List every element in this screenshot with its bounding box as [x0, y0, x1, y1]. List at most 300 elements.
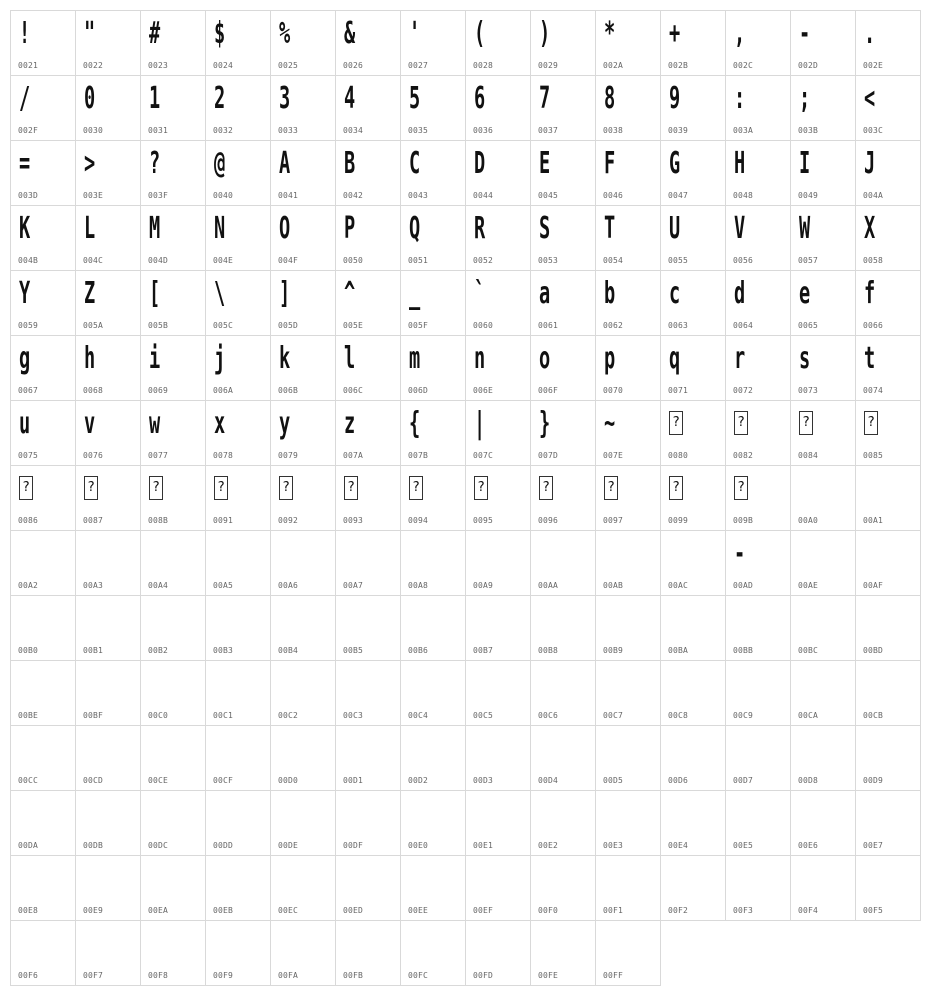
glyph-codepoint: 0027 — [408, 61, 429, 70]
glyph-sample: u — [19, 406, 31, 441]
glyph-sample: y — [279, 406, 291, 441]
glyph-cell — [595, 10, 661, 76]
glyph-codepoint: 00C2 — [278, 711, 299, 720]
glyph-codepoint: 00B3 — [213, 646, 234, 655]
glyph-sample: < — [864, 81, 876, 116]
glyph-cell — [10, 205, 76, 271]
glyph-sample: F — [604, 146, 616, 181]
glyph-cell — [465, 660, 531, 726]
glyph-codepoint: 002E — [863, 61, 884, 70]
glyph-cell — [140, 595, 206, 661]
glyph-cell — [530, 75, 596, 141]
glyph-codepoint: 006F — [538, 386, 559, 395]
glyph-codepoint: 0066 — [863, 321, 884, 330]
glyph-codepoint: 00C1 — [213, 711, 234, 720]
glyph-cell — [855, 660, 921, 726]
glyph-sample: d — [734, 276, 746, 311]
glyph-sample: m — [409, 341, 421, 376]
glyph-codepoint: 00F7 — [83, 971, 104, 980]
glyph-sample: w — [149, 406, 161, 441]
glyph-codepoint: 0091 — [213, 516, 234, 525]
glyph-codepoint: 00F8 — [148, 971, 169, 980]
glyph-cell — [75, 10, 141, 76]
glyph-cell — [530, 465, 596, 531]
glyph-codepoint: 00C8 — [668, 711, 689, 720]
glyph-sample: c — [669, 276, 681, 311]
glyph-codepoint: 00FA — [278, 971, 299, 980]
glyph-cell — [140, 335, 206, 401]
glyph-cell — [140, 75, 206, 141]
glyph-codepoint: 0052 — [473, 256, 494, 265]
glyph-codepoint: 00C4 — [408, 711, 429, 720]
glyph-cell — [530, 595, 596, 661]
glyph-cell — [465, 75, 531, 141]
glyph-codepoint: 005D — [278, 321, 299, 330]
glyph-cell — [530, 790, 596, 856]
glyph-codepoint: 00F9 — [213, 971, 234, 980]
glyph-codepoint: 007E — [603, 451, 624, 460]
glyph-cell — [335, 10, 401, 76]
glyph-cell — [725, 270, 791, 336]
glyph-codepoint: 00CB — [863, 711, 884, 720]
glyph-codepoint: 0093 — [343, 516, 364, 525]
glyph-cell — [205, 205, 271, 271]
glyph-sample: / — [19, 81, 31, 116]
glyph-sample: ! — [19, 16, 31, 51]
glyph-cell — [400, 335, 466, 401]
glyph-cell — [790, 10, 856, 76]
glyph-cell — [75, 205, 141, 271]
glyph-codepoint: 0094 — [408, 516, 429, 525]
glyph-cell — [530, 660, 596, 726]
glyph-cell — [140, 660, 206, 726]
glyph-sample: + — [669, 16, 681, 51]
glyph-cell — [660, 465, 726, 531]
glyph-codepoint: 006E — [473, 386, 494, 395]
glyph-cell — [10, 140, 76, 206]
glyph-cell — [270, 205, 336, 271]
glyph-codepoint: 0058 — [863, 256, 884, 265]
glyph-cell — [270, 465, 336, 531]
glyph-cell — [660, 790, 726, 856]
glyph-cell — [530, 530, 596, 596]
glyph-cell — [400, 465, 466, 531]
missing-glyph-box: ? — [799, 411, 813, 435]
glyph-codepoint: 0082 — [733, 451, 754, 460]
glyph-cell — [400, 140, 466, 206]
missing-glyph-box: ? — [669, 411, 683, 435]
glyph-cell — [855, 205, 921, 271]
glyph-cell — [75, 270, 141, 336]
glyph-cell — [335, 855, 401, 921]
glyph-cell — [790, 205, 856, 271]
glyph-cell — [335, 595, 401, 661]
glyph-cell — [790, 400, 856, 466]
glyph-codepoint: 003D — [18, 191, 39, 200]
glyph-sample: Z — [84, 276, 96, 311]
glyph-codepoint: 00B9 — [603, 646, 624, 655]
glyph-codepoint: 006D — [408, 386, 429, 395]
glyph-codepoint: 007B — [408, 451, 429, 460]
glyph-codepoint: 00DF — [343, 841, 364, 850]
glyph-cell — [595, 335, 661, 401]
glyph-cell — [270, 335, 336, 401]
glyph-cell — [75, 595, 141, 661]
glyph-cell — [855, 400, 921, 466]
glyph-codepoint: 00EF — [473, 906, 494, 915]
glyph-cell — [660, 400, 726, 466]
glyph-cell — [270, 855, 336, 921]
glyph-sample: ; — [799, 81, 811, 116]
glyph-codepoint: 007A — [343, 451, 364, 460]
glyph-sample: D — [474, 146, 486, 181]
glyph-cell — [725, 595, 791, 661]
glyph-cell — [855, 725, 921, 791]
glyph-cell — [790, 465, 856, 531]
glyph-sample: " — [84, 16, 96, 51]
glyph-sample: V — [734, 211, 746, 246]
glyph-cell — [595, 920, 661, 986]
glyph-codepoint: 00EB — [213, 906, 234, 915]
glyph-codepoint: 0035 — [408, 126, 429, 135]
glyph-codepoint: 004B — [18, 256, 39, 265]
glyph-codepoint: 0042 — [343, 191, 364, 200]
glyph-codepoint: 00B4 — [278, 646, 299, 655]
glyph-cell — [465, 465, 531, 531]
glyph-cell — [530, 140, 596, 206]
glyph-sample: W — [799, 211, 811, 246]
glyph-cell — [75, 140, 141, 206]
glyph-codepoint: 00AD — [733, 581, 754, 590]
glyph-sample: # — [149, 16, 161, 51]
glyph-cell — [270, 725, 336, 791]
glyph-cell — [595, 660, 661, 726]
glyph-sample: 7 — [539, 81, 551, 116]
glyph-cell — [790, 660, 856, 726]
glyph-sample: B — [344, 146, 356, 181]
glyph-cell — [75, 660, 141, 726]
glyph-codepoint: 0029 — [538, 61, 559, 70]
glyph-cell — [205, 335, 271, 401]
glyph-cell — [10, 270, 76, 336]
glyph-codepoint: 00B5 — [343, 646, 364, 655]
glyph-codepoint: 00E8 — [18, 906, 39, 915]
glyph-codepoint: 0073 — [798, 386, 819, 395]
glyph-cell — [205, 530, 271, 596]
glyph-sample: { — [409, 406, 421, 441]
glyph-codepoint: 00CA — [798, 711, 819, 720]
glyph-cell — [140, 205, 206, 271]
glyph-sample: L — [84, 211, 96, 246]
glyph-codepoint: 0041 — [278, 191, 299, 200]
glyph-codepoint: 0036 — [473, 126, 494, 135]
glyph-codepoint: 00C9 — [733, 711, 754, 720]
glyph-codepoint: 00EA — [148, 906, 169, 915]
glyph-codepoint: 0084 — [798, 451, 819, 460]
glyph-codepoint: 0059 — [18, 321, 39, 330]
glyph-codepoint: 004F — [278, 256, 299, 265]
glyph-codepoint: 00B0 — [18, 646, 39, 655]
glyph-cell — [400, 75, 466, 141]
glyph-sample: i — [149, 341, 161, 376]
glyph-codepoint: 0031 — [148, 126, 169, 135]
glyph-codepoint: 00CD — [83, 776, 104, 785]
glyph-codepoint: 00A9 — [473, 581, 494, 590]
glyph-cell — [530, 725, 596, 791]
glyph-codepoint: 00E4 — [668, 841, 689, 850]
glyph-codepoint: 00C5 — [473, 711, 494, 720]
glyph-codepoint: 0022 — [83, 61, 104, 70]
glyph-codepoint: 00B6 — [408, 646, 429, 655]
glyph-codepoint: 00BE — [18, 711, 39, 720]
glyph-cell — [660, 530, 726, 596]
glyph-cell — [725, 530, 791, 596]
glyph-sample: Y — [19, 276, 31, 311]
glyph-codepoint: 00F5 — [863, 906, 884, 915]
glyph-cell — [335, 725, 401, 791]
glyph-codepoint: 00DB — [83, 841, 104, 850]
glyph-codepoint: 00AF — [863, 581, 884, 590]
glyph-codepoint: 0023 — [148, 61, 169, 70]
glyph-codepoint: 00F0 — [538, 906, 559, 915]
glyph-codepoint: 00CF — [213, 776, 234, 785]
glyph-codepoint: 0075 — [18, 451, 39, 460]
glyph-cell — [725, 75, 791, 141]
glyph-cell — [595, 790, 661, 856]
glyph-codepoint: 0034 — [343, 126, 364, 135]
glyph-codepoint: 0097 — [603, 516, 624, 525]
glyph-codepoint: 006B — [278, 386, 299, 395]
glyph-sample: b — [604, 276, 616, 311]
glyph-codepoint: 0065 — [798, 321, 819, 330]
glyph-sample: t — [864, 341, 876, 376]
glyph-cell — [595, 855, 661, 921]
glyph-sample: A — [279, 146, 291, 181]
glyph-codepoint: 002F — [18, 126, 39, 135]
glyph-sample: ' — [409, 16, 421, 51]
glyph-cell — [205, 140, 271, 206]
glyph-cell — [400, 725, 466, 791]
glyph-cell — [75, 855, 141, 921]
glyph-sample: l — [344, 341, 356, 376]
glyph-cell — [10, 855, 76, 921]
glyph-cell — [595, 75, 661, 141]
glyph-cell — [855, 270, 921, 336]
glyph-codepoint: 0085 — [863, 451, 884, 460]
glyph-cell — [725, 725, 791, 791]
glyph-cell — [465, 205, 531, 271]
glyph-codepoint: 00A7 — [343, 581, 364, 590]
glyph-codepoint: 006C — [343, 386, 364, 395]
glyph-cell — [75, 400, 141, 466]
glyph-codepoint: 00A1 — [863, 516, 884, 525]
glyph-codepoint: 00A5 — [213, 581, 234, 590]
glyph-cell — [205, 10, 271, 76]
glyph-cell — [10, 10, 76, 76]
glyph-codepoint: 004A — [863, 191, 884, 200]
glyph-cell — [270, 595, 336, 661]
glyph-sample: z — [344, 406, 356, 441]
glyph-cell — [335, 465, 401, 531]
missing-glyph-box: ? — [864, 411, 878, 435]
glyph-cell — [10, 75, 76, 141]
glyph-codepoint: 008B — [148, 516, 169, 525]
glyph-codepoint: 0032 — [213, 126, 234, 135]
glyph-cell — [530, 10, 596, 76]
glyph-codepoint: 00C0 — [148, 711, 169, 720]
glyph-cell — [790, 530, 856, 596]
glyph-codepoint: 0033 — [278, 126, 299, 135]
glyph-codepoint: 00A4 — [148, 581, 169, 590]
glyph-cell — [140, 465, 206, 531]
glyph-codepoint: 00D1 — [343, 776, 364, 785]
glyph-sample: 8 — [604, 81, 616, 116]
glyph-sample: ] — [279, 276, 291, 311]
glyph-sample: ^ — [344, 276, 356, 311]
glyph-codepoint: 00AB — [603, 581, 624, 590]
glyph-cell — [270, 10, 336, 76]
glyph-sample: f — [864, 276, 876, 311]
glyph-grid — [10, 10, 920, 985]
glyph-codepoint: 0064 — [733, 321, 754, 330]
glyph-cell — [595, 725, 661, 791]
glyph-sample: 6 — [474, 81, 486, 116]
glyph-cell — [660, 660, 726, 726]
glyph-cell — [790, 790, 856, 856]
glyph-cell — [595, 595, 661, 661]
glyph-cell — [530, 920, 596, 986]
glyph-codepoint: 00F4 — [798, 906, 819, 915]
glyph-codepoint: 00DE — [278, 841, 299, 850]
glyph-codepoint: 00B8 — [538, 646, 559, 655]
glyph-cell — [660, 335, 726, 401]
glyph-codepoint: 00A3 — [83, 581, 104, 590]
glyph-codepoint: 0040 — [213, 191, 234, 200]
glyph-codepoint: 00AE — [798, 581, 819, 590]
glyph-cell — [725, 400, 791, 466]
glyph-cell — [855, 335, 921, 401]
glyph-cell — [10, 400, 76, 466]
glyph-codepoint: 00E5 — [733, 841, 754, 850]
glyph-sample: G — [669, 146, 681, 181]
glyph-codepoint: 005B — [148, 321, 169, 330]
glyph-sample: } — [539, 406, 551, 441]
glyph-codepoint: 00A2 — [18, 581, 39, 590]
glyph-codepoint: 00AC — [668, 581, 689, 590]
glyph-sample: C — [409, 146, 421, 181]
glyph-sample: : — [734, 81, 746, 116]
glyph-cell — [270, 75, 336, 141]
glyph-codepoint: 0037 — [538, 126, 559, 135]
glyph-codepoint: 007C — [473, 451, 494, 460]
glyph-cell — [400, 10, 466, 76]
glyph-cell — [270, 270, 336, 336]
glyph-cell — [725, 855, 791, 921]
glyph-codepoint: 00E0 — [408, 841, 429, 850]
glyph-sample: 5 — [409, 81, 421, 116]
glyph-sample: \ — [214, 276, 226, 311]
glyph-codepoint: 0047 — [668, 191, 689, 200]
glyph-cell — [855, 75, 921, 141]
glyph-cell — [790, 725, 856, 791]
glyph-cell — [205, 855, 271, 921]
glyph-sample: P — [344, 211, 356, 246]
glyph-cell — [270, 530, 336, 596]
glyph-cell — [400, 660, 466, 726]
glyph-sample: j — [214, 341, 226, 376]
glyph-codepoint: 00FD — [473, 971, 494, 980]
glyph-cell — [75, 530, 141, 596]
glyph-cell — [335, 660, 401, 726]
glyph-sample: 4 — [344, 81, 356, 116]
glyph-codepoint: 0071 — [668, 386, 689, 395]
glyph-cell — [10, 660, 76, 726]
glyph-cell — [855, 790, 921, 856]
glyph-codepoint: 0068 — [83, 386, 104, 395]
glyph-codepoint: 0051 — [408, 256, 429, 265]
glyph-codepoint: 00B7 — [473, 646, 494, 655]
glyph-codepoint: 006A — [213, 386, 234, 395]
glyph-codepoint: 0021 — [18, 61, 39, 70]
glyph-sample: 3 — [279, 81, 291, 116]
glyph-cell — [75, 920, 141, 986]
glyph-codepoint: 004D — [148, 256, 169, 265]
glyph-cell — [660, 270, 726, 336]
glyph-codepoint: 00E1 — [473, 841, 494, 850]
glyph-codepoint: 0049 — [798, 191, 819, 200]
glyph-codepoint: 0079 — [278, 451, 299, 460]
glyph-codepoint: 00FF — [603, 971, 624, 980]
glyph-codepoint: 00D6 — [668, 776, 689, 785]
glyph-codepoint: 00D7 — [733, 776, 754, 785]
glyph-cell — [595, 270, 661, 336]
glyph-cell — [465, 335, 531, 401]
glyph-cell — [465, 530, 531, 596]
glyph-sample: g — [19, 341, 31, 376]
glyph-codepoint: 0096 — [538, 516, 559, 525]
glyph-cell — [400, 855, 466, 921]
glyph-cell — [725, 660, 791, 726]
glyph-cell — [725, 790, 791, 856]
glyph-sample: U — [669, 211, 681, 246]
glyph-sample: 9 — [669, 81, 681, 116]
glyph-sample: T — [604, 211, 616, 246]
glyph-codepoint: 0044 — [473, 191, 494, 200]
glyph-cell — [140, 855, 206, 921]
glyph-cell — [530, 270, 596, 336]
glyph-codepoint: 0086 — [18, 516, 39, 525]
glyph-cell — [205, 595, 271, 661]
glyph-sample: ` — [474, 276, 486, 311]
glyph-codepoint: 0054 — [603, 256, 624, 265]
glyph-sample: s — [799, 341, 811, 376]
glyph-sample: | — [474, 406, 486, 441]
glyph-cell — [855, 855, 921, 921]
glyph-cell — [140, 530, 206, 596]
glyph-codepoint: 0038 — [603, 126, 624, 135]
glyph-cell — [270, 790, 336, 856]
glyph-sample: Q — [409, 211, 421, 246]
missing-glyph-box: ? — [344, 476, 358, 500]
glyph-codepoint: 00E6 — [798, 841, 819, 850]
glyph-codepoint: 00C3 — [343, 711, 364, 720]
glyph-codepoint: 00F3 — [733, 906, 754, 915]
glyph-codepoint: 00A6 — [278, 581, 299, 590]
glyph-cell — [10, 595, 76, 661]
glyph-sample: ) — [539, 16, 551, 51]
glyph-codepoint: 002B — [668, 61, 689, 70]
glyph-codepoint: 0077 — [148, 451, 169, 460]
